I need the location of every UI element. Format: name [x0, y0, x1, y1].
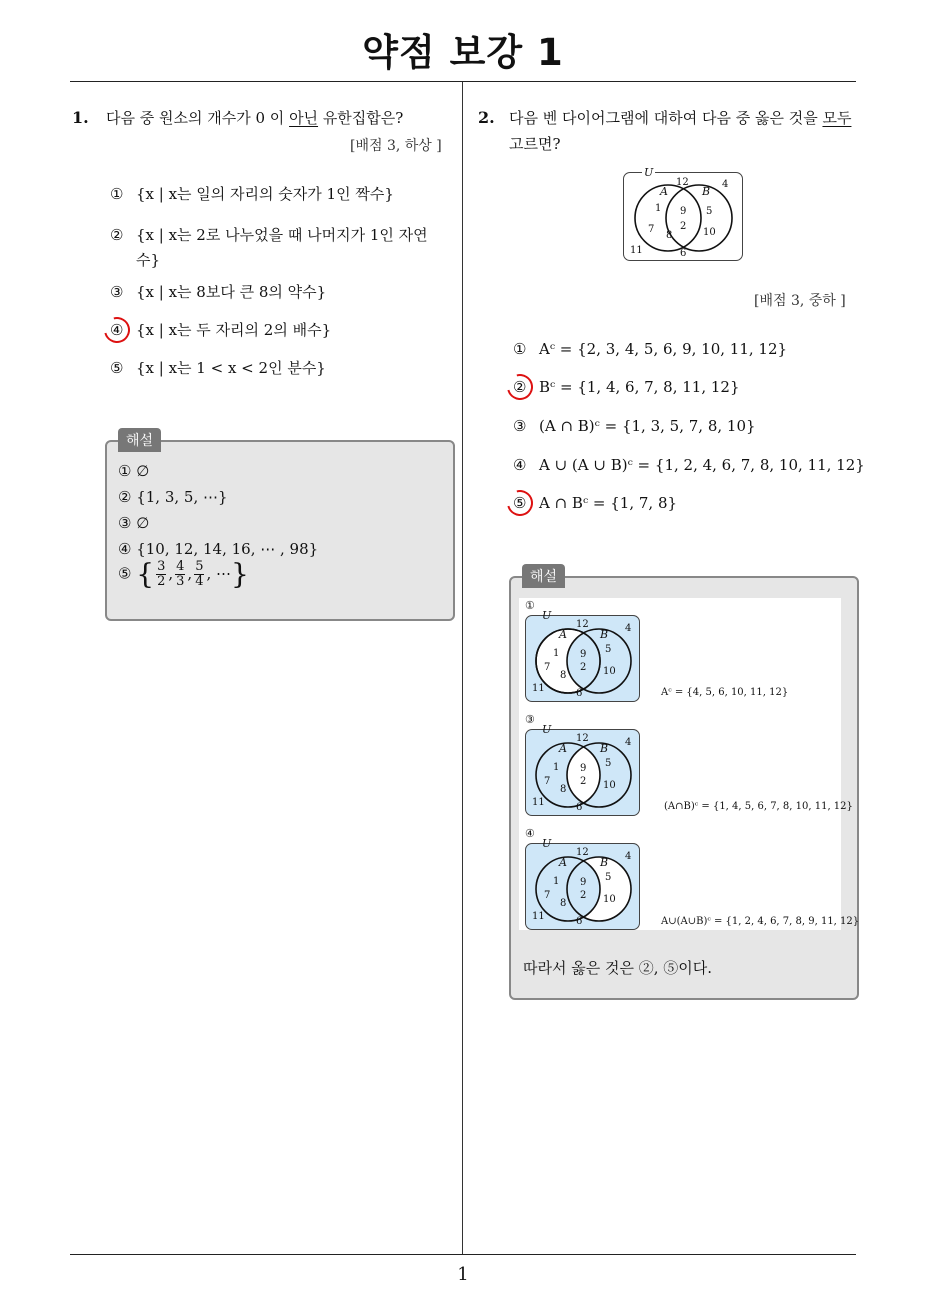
venn-value: 5: [605, 758, 612, 769]
venn-value: 4: [625, 737, 632, 748]
venn-value: 11: [532, 683, 545, 694]
venn-value: 4: [625, 851, 632, 862]
venn-value: 6: [576, 916, 583, 927]
page-title: 약점 보강 1: [362, 31, 564, 74]
venn-value: 1: [655, 203, 662, 214]
venn-a-label: A: [559, 742, 567, 755]
venn-value: 6: [576, 802, 583, 813]
q2-conclusion: 따라서 옳은 것은 ②, ⑤이다.: [523, 959, 713, 977]
q2-option-4[interactable]: ④ A ∪ (A ∪ B)ᶜ = {1, 2, 4, 6, 7, 8, 10, 11, 12}: [513, 456, 865, 474]
venn-u-label: U: [542, 723, 552, 736]
venn-value: 10: [603, 666, 616, 677]
venn-value: 5: [706, 206, 713, 217]
top-rule: [70, 81, 856, 82]
q1-option-3[interactable]: ③ {x | x는 8보다 큰 8의 약수}: [110, 283, 327, 301]
q1-solution-box: [105, 440, 455, 621]
q1-solution-4: ④ {10, 12, 14, 16, ⋯ , 98}: [118, 540, 319, 558]
venn-a-label: A: [660, 185, 668, 198]
q2-number: 2.: [478, 108, 495, 127]
q2-option-3[interactable]: ③ (A ∩ B)ᶜ = {1, 3, 5, 7, 8, 10}: [513, 417, 756, 435]
page-number: 1: [457, 1264, 469, 1285]
venn-value: 7: [544, 890, 551, 901]
diagram-1-venn: [525, 609, 640, 702]
venn-value: 5: [605, 644, 612, 655]
venn-value: 9: [680, 206, 687, 217]
venn-value: 2: [580, 662, 587, 673]
diagram-3-result: (A∩B)ᶜ = {1, 4, 5, 6, 7, 8, 10, 11, 12}: [664, 801, 853, 812]
venn-b-label: B: [600, 628, 609, 641]
venn-value: 11: [532, 911, 545, 922]
diagram-4-venn: [525, 837, 640, 930]
venn-value: 10: [603, 894, 616, 905]
venn-value: 10: [703, 227, 716, 238]
q1-solution-label: 해설: [118, 428, 161, 452]
venn-value: 12: [576, 847, 589, 858]
venn-u-label: U: [644, 166, 654, 179]
q1-solution-5: ⑤ { $\frac{3}{2}$ , $\frac{4}{3}$ , $\frac{5}{4}$ , ⋯}: [118, 557, 249, 591]
q2-text: 다음 벤 다이어그램에 대하여 다음 중 옳은 것을 모두: [509, 109, 852, 127]
venn-value: 9: [580, 877, 587, 888]
venn-u-label: U: [542, 837, 552, 850]
venn-value: 1: [553, 762, 560, 773]
venn-value: 4: [722, 179, 729, 190]
venn-value: 2: [580, 890, 587, 901]
venn-diagram: [623, 166, 743, 261]
diagram-3-venn: [525, 723, 640, 816]
venn-value: 7: [648, 224, 655, 235]
venn-value: 2: [580, 776, 587, 787]
q1-option-2[interactable]: ② {x | x는 2로 나누었을 때 나머지가 1인 자연: [110, 226, 428, 244]
venn-value: 6: [576, 688, 583, 699]
bottom-rule: [70, 1254, 856, 1255]
venn-b-label: B: [600, 742, 609, 755]
q2-option-5[interactable]: ⑤ A ∩ Bᶜ = {1, 7, 8}: [513, 494, 678, 512]
column-divider: [462, 82, 463, 1254]
q1-number: 1.: [72, 108, 89, 127]
venn-value: 2: [680, 221, 687, 232]
q2-option-2[interactable]: ② Bᶜ = {1, 4, 6, 7, 8, 11, 12}: [513, 378, 740, 396]
venn-value: 8: [560, 784, 567, 795]
diagram-1-result: Aᶜ = {4, 5, 6, 10, 11, 12}: [661, 687, 789, 698]
venn-value: 10: [603, 780, 616, 791]
venn-value: 9: [580, 649, 587, 660]
venn-value: 1: [553, 876, 560, 887]
venn-value: 7: [544, 776, 551, 787]
venn-value: 1: [553, 648, 560, 659]
q2-score: [배점 3, 중하 ]: [754, 293, 846, 309]
venn-value: 8: [560, 670, 567, 681]
venn-value: 11: [532, 797, 545, 808]
venn-value: 8: [666, 230, 673, 241]
venn-value: 9: [580, 763, 587, 774]
venn-u-label: U: [542, 609, 552, 622]
venn-a-label: A: [559, 856, 567, 869]
q1-solution-1: ① ∅: [118, 462, 150, 480]
venn-value: 11: [630, 245, 643, 256]
venn-value: 12: [676, 177, 689, 188]
q2-option-1[interactable]: ① Aᶜ = {2, 3, 4, 5, 6, 9, 10, 11, 12}: [513, 340, 788, 358]
diagram-3-number: ③: [525, 713, 535, 726]
q1-score: [배점 3, 하상 ]: [350, 138, 442, 154]
venn-value: 6: [680, 248, 687, 259]
diagram-4-result: A∪(A∪B)ᶜ = {1, 2, 4, 6, 7, 8, 9, 11, 12}: [661, 916, 860, 927]
q1-solution-3: ③ ∅: [118, 514, 150, 532]
q1-option-1[interactable]: ① {x | x는 일의 자리의 숫자가 1인 짝수}: [110, 185, 394, 203]
venn-value: 12: [576, 733, 589, 744]
venn-b-label: B: [600, 856, 609, 869]
venn-value: 5: [605, 872, 612, 883]
q1-option-2-cont: 수}: [136, 251, 161, 269]
venn-b-label: B: [702, 185, 711, 198]
q1-solution-2: ② {1, 3, 5, ⋯}: [118, 488, 228, 506]
venn-a-label: A: [559, 628, 567, 641]
venn-value: 8: [560, 898, 567, 909]
venn-value: 4: [625, 623, 632, 634]
diagram-4-number: ④: [525, 827, 535, 840]
q2-text-line2: 고르면?: [509, 135, 561, 153]
venn-value: 7: [544, 662, 551, 673]
q1-option-4[interactable]: ④ {x | x는 두 자리의 2의 배수}: [110, 321, 332, 339]
q2-solution-label: 해설: [522, 564, 565, 588]
q1-text: 다음 중 원소의 개수가 0 이 아닌 유한집합은?: [106, 109, 404, 127]
diagram-1-number: ①: [525, 599, 535, 612]
q1-option-5[interactable]: ⑤ {x | x는 1 < x < 2인 분수}: [110, 359, 326, 377]
venn-value: 12: [576, 619, 589, 630]
